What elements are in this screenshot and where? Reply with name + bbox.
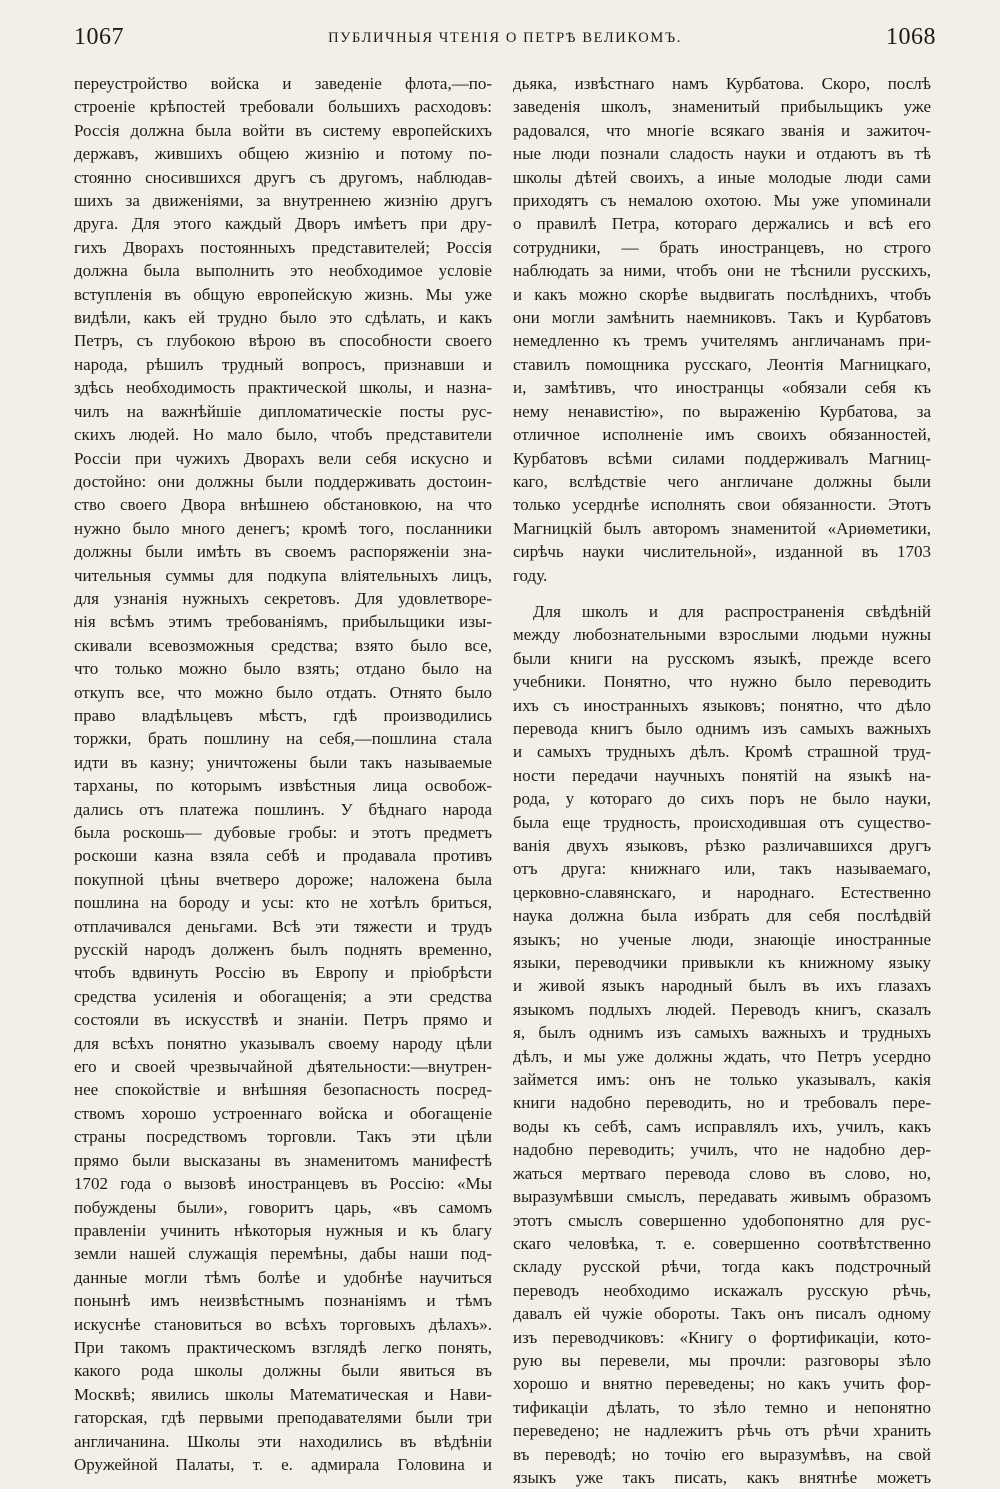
text-line: я, былъ однимъ изъ самыхъ важныхъ и трудныхъ — [513, 1023, 931, 1043]
text-line: воды къ себѣ, самъ исправлялъ ихъ, училъ, какъ — [513, 1116, 931, 1136]
text-line: Россіи при чужихъ Дворахъ вели себя искусно и — [74, 448, 492, 468]
text-line: немедленно къ тремъ учителямъ англичанамъ при- — [513, 331, 931, 351]
text-line: сирѣчь науки числительной», изданной въ 1703 — [513, 542, 931, 562]
text-line: заведенія школъ, знаменитый прибыльщикъ уже — [513, 97, 931, 117]
text-line: для узнанія нужныхъ секретовъ. Для удовлетворе- — [74, 588, 492, 608]
text-line: англичанина. Школы эти находились въ вѣдѣніи — [74, 1431, 492, 1451]
text-line: роскоши казна взяла себѣ и продавала противъ — [74, 846, 492, 866]
text-line: давалъ ей чужіе обороты. Такъ онъ писалъ одному — [513, 1304, 931, 1324]
text-line: скивали всевозможныя средства; взято было все, — [74, 635, 492, 655]
text-line: Москвѣ; явились школы Математическая и Нави- — [74, 1384, 492, 1404]
text-line: была роскошь— дубовые гробы: и этотъ предметъ — [74, 823, 492, 842]
page-number-right: 1068 — [886, 24, 936, 50]
text-line: шихъ за движеніями, за внутреннею жизнію другъ — [74, 191, 492, 211]
text-line: сотрудники, — брать иностранцевъ, но строго — [513, 237, 931, 257]
text-line: земли нашей служащія перемѣны, дабы наши под- — [74, 1244, 492, 1264]
running-title: ПУБЛИЧНЫЯ ЧТЕНІЯ О ПЕТРѢ ВЕЛИКОМЪ. — [328, 30, 682, 46]
text-line: языки, переводчики привыкли къ книжному языку — [513, 953, 931, 973]
text-line: откупъ все, что можно было отдать. Отнято было — [74, 682, 492, 702]
text-line: наука должна была избрать для себя послѣдвій — [513, 906, 931, 926]
text-line: друга. Для этого каждый Дворъ имѣетъ при дру- — [74, 214, 492, 234]
text-line: Россія должна была войти въ систему европейскихъ — [74, 120, 492, 140]
text-line: рую вы перевели, мы прочли: разговоры зѣло — [513, 1350, 931, 1370]
text-line: состояли въ искусствѣ и знаніи. Петръ прямо и — [74, 1010, 492, 1030]
text-line: ванія двухъ языковъ, рѣзко различавшихся другъ — [513, 836, 931, 855]
text-line: о правилѣ Петра, котораго держались и всѣ его — [513, 214, 931, 234]
text-line: книги надобно переводить, но и требовалъ пере- — [513, 1093, 931, 1113]
text-line: покупной цѣны вчетверо дороже; наложена была — [74, 869, 492, 889]
text-line: учебники. Понятно, что нужно было переводить — [513, 672, 931, 692]
text-line: перевода книгъ было однимъ изъ самыхъ важныхъ — [513, 718, 931, 738]
text-line: и самыхъ трудныхъ дѣлъ. Кромѣ страшной труд- — [513, 742, 931, 762]
paragraph — [74, 72, 492, 1476]
text-line: приходятъ съ немалою охотою. Мы уже упоминали — [513, 191, 931, 211]
text-line: жаться мертваго перевода слово въ слово, но, — [513, 1163, 931, 1183]
text-line: видѣли, какъ ей трудно было это сдѣлать, и какъ — [74, 308, 492, 328]
text-line: и живой языкъ народный былъ въ ихъ глазахъ — [513, 976, 931, 996]
text-line: ство своего Двора внѣшнею обстановкою, на что — [74, 495, 492, 515]
left-text-column — [74, 72, 492, 1476]
text-line: Оружейной Палаты, т. е. адмирала Головина и — [74, 1454, 492, 1474]
text-line: школы дѣтей своихъ, а иные молодые люди сами — [513, 167, 931, 187]
right-text-column — [513, 72, 931, 1489]
text-line: въ переводѣ; но точію его выразумѣвъ, на свой — [513, 1444, 931, 1464]
text-line: скихъ людей. Но мало было, чтобъ представители — [74, 425, 492, 445]
text-line: чилъ на важнѣйшіе дипломатическіе посты рус- — [74, 401, 492, 421]
text-line: были книги на русскомъ языкѣ, прежде всего — [513, 648, 931, 668]
paragraph — [513, 600, 931, 1489]
paragraph — [513, 72, 931, 587]
text-line: чительныя суммы для подкупа вліятельныхъ лицъ, — [74, 565, 492, 585]
text-line: нужно было много денегъ; кромѣ того, посланники — [74, 518, 492, 538]
text-line: Магницкій былъ авторомъ знаменитой «Ариѳметики, — [513, 518, 931, 538]
text-line: переводъ необходимо искажалъ русскую рѣчь, — [513, 1280, 931, 1300]
text-line: здѣсь необходимость практической школы, и назна- — [74, 378, 492, 398]
text-line: 1702 года о вызовѣ иностранцевъ въ Россію: «Мы — [74, 1174, 492, 1194]
text-line: радовался, что многіе всякаго званія и зажиточ- — [513, 120, 931, 140]
text-line: ставилъ помощника русскаго, Леонтія Магницкаго, — [513, 354, 931, 374]
text-line: стоянно сносившихся другъ съ другомъ, наблюдав- — [74, 167, 492, 187]
text-line: ихъ съ иностранныхъ языковъ; понятно, что дѣло — [513, 695, 931, 715]
text-line: отличное исполненіе имъ своихъ обязанностей, — [513, 425, 931, 445]
text-line: наблюдать за ними, чтобъ они не тѣснили русскихъ, — [513, 261, 931, 281]
text-line: ные люди познали сладость науки и отдаютъ въ тѣ — [513, 144, 931, 164]
text-line: должны были имѣть въ своемъ распоряженіи зна- — [74, 542, 492, 562]
text-line: они могли замѣнить наемниковъ. Такъ и Курбатовъ — [513, 308, 931, 328]
text-line: займется имъ: онъ не только указывалъ, какія — [513, 1070, 931, 1090]
text-line: только усерднѣе исполнять свои обязанности. Этотъ — [513, 495, 931, 515]
text-line: переведено; не надлежитъ рѣчь отъ рѣчи хранить — [513, 1421, 931, 1441]
text-line: церковно-славянскаго, и народнаго. Естественно — [513, 882, 931, 902]
text-line: вступленія въ общую европейскую жизнь. Мы уже — [74, 284, 492, 304]
text-line: этотъ смыслъ совершенно удобопонятно для рус- — [513, 1210, 931, 1230]
text-line: средства усиленія и обогащенія; а эти средства — [74, 986, 492, 1006]
text-line: гаторская, гдѣ первыми преподавателями были три — [74, 1408, 492, 1428]
paragraph-gap — [513, 587, 931, 600]
text-line: строеніе крѣпостей требовали большихъ расходовъ: — [74, 97, 492, 117]
text-line: прямо были высказаны въ знаменитомъ манифестѣ — [74, 1150, 492, 1170]
text-line: гихъ Дворахъ постоянныхъ представителей; Россія — [74, 237, 492, 257]
text-line: отъ друга: книжнаго или, такъ называемаго, — [513, 859, 931, 879]
text-line: его и своей чрезвычайной дѣятельности:—внутрен- — [74, 1057, 492, 1077]
text-line: языкъ; но ученые люди, знающіе иностранные — [513, 929, 931, 949]
text-line: переустройство войска и заведеніе флота,—по- — [74, 74, 492, 93]
text-line: ствомъ хорошо устроеннаго войска и обогащеніе — [74, 1103, 492, 1123]
text-line: Для школъ и для распространенія свѣдѣній — [533, 601, 931, 621]
text-line: нія всѣмъ этимъ требованіямъ, прибыльщики изы- — [74, 612, 492, 632]
text-line: При такомъ практическомъ взглядѣ легко понять, — [74, 1337, 492, 1357]
text-line: надобно переводить; училъ, что не надобно дер- — [513, 1140, 931, 1160]
text-line: понынѣ имъ неизвѣстнымъ познаніямъ и тѣмъ — [74, 1291, 492, 1311]
text-line: чтобъ вдвинуть Россію въ Европу и пріобрѣсти — [74, 963, 492, 983]
text-line: что только можно было взять; отдано было на — [74, 659, 492, 679]
text-line: идти въ казну; уничтожены были такъ называемые — [74, 752, 492, 772]
text-line: отплачивался деньгами. Всѣ эти тяжести и трудъ — [74, 916, 492, 936]
text-line: народа, рѣшилъ трудный вопросъ, признавши и — [74, 354, 492, 374]
text-line: державъ, жившихъ общею жизнію и потому по- — [74, 144, 492, 164]
text-line: тификаціи дѣлать, то зѣло темно и непонятно — [513, 1397, 931, 1417]
text-line: рода, у котораго до сихъ поръ не было науки, — [513, 789, 931, 809]
text-line: складу русской рѣчи, тогда какъ подстрочный — [513, 1257, 931, 1277]
text-line: достойно: они должны были поддерживать достоин- — [74, 471, 492, 491]
text-line: торжки, брать пошлину на себя,—пошлина стала — [74, 729, 492, 749]
text-line: ности передачи научныхъ понятій на языкѣ на- — [513, 765, 931, 785]
text-line: дьяка, извѣстнаго намъ Курбатова. Скоро, послѣ — [513, 74, 931, 93]
text-line: тарханы, по которымъ извѣстныя лица освобож- — [74, 776, 492, 796]
text-line: скаго человѣка, т. е. совершенно соотвѣтственно — [513, 1233, 931, 1253]
text-line: и, замѣтивъ, что иностранцы «обязали себя къ — [513, 378, 931, 398]
text-line: нее спокойствіе и внѣшняя безопасность посред- — [74, 1080, 492, 1100]
text-line: была еще трудность, происходившая отъ существо- — [513, 812, 931, 832]
text-line: страны посредствомъ торговли. Такъ эти цѣли — [74, 1127, 492, 1147]
text-line: русскій народъ долженъ былъ поднять временно, — [74, 940, 492, 960]
text-line: и какъ можно скорѣе выдвигать послѣднихъ, чтобъ — [513, 284, 931, 304]
text-line: дѣлъ, и мы уже должны ждать, что Петръ усердно — [513, 1046, 931, 1066]
text-line: должна была выполнить это необходимое условіе — [74, 261, 492, 281]
text-line: какого рода школы должны были явиться въ — [74, 1361, 492, 1381]
text-line: году. — [513, 565, 548, 585]
text-line: Петръ, съ глубокою вѣрою въ способности своего — [74, 331, 492, 351]
text-line: Курбатовъ всѣми силами поддерживалъ Магниц- — [513, 448, 931, 468]
page-header — [74, 24, 936, 54]
text-line: побуждены были», говоритъ царь, «въ самомъ — [74, 1197, 492, 1217]
text-line: выразумѣвши смыслъ, передавать живымъ образомъ — [513, 1187, 931, 1207]
text-line: языкомъ подлыхъ людей. Переводъ книгъ, сказалъ — [513, 999, 931, 1019]
text-line: языкъ уже такъ писать, какъ внятнѣе можетъ — [513, 1467, 931, 1487]
text-line: пошлина на бороду и усы: кто не хотѣлъ бриться, — [74, 893, 492, 913]
page-number-left: 1067 — [74, 24, 124, 50]
text-line: хорошо и внятно переведены; но какъ учить фор- — [513, 1374, 931, 1394]
text-line: искуснѣе становиться во всѣхъ торговыхъ дѣлахъ». — [74, 1314, 492, 1334]
text-line: правленіи учинить нѣкоторыя нужныя и къ благу — [74, 1220, 492, 1240]
text-line: нему ненавистію», по выраженію Курбатова, за — [513, 401, 931, 421]
text-line: право владѣльцевъ мѣстъ, гдѣ производились — [74, 705, 492, 725]
text-line: данные могли тѣмъ болѣе и удобнѣе научиться — [74, 1267, 492, 1287]
text-line: дались отъ платежа пошлинъ. У бѣднаго народа — [74, 799, 492, 819]
text-line: между любознательными взрослыми людьми нужны — [513, 625, 931, 645]
text-line: каго, вслѣдствіе чего англичане должны были — [513, 471, 931, 491]
text-line: изъ переводчиковъ: «Книгу о фортификаціи, кото- — [513, 1327, 931, 1347]
text-line: для всѣхъ понятно указывалъ своему народу цѣли — [74, 1033, 492, 1053]
